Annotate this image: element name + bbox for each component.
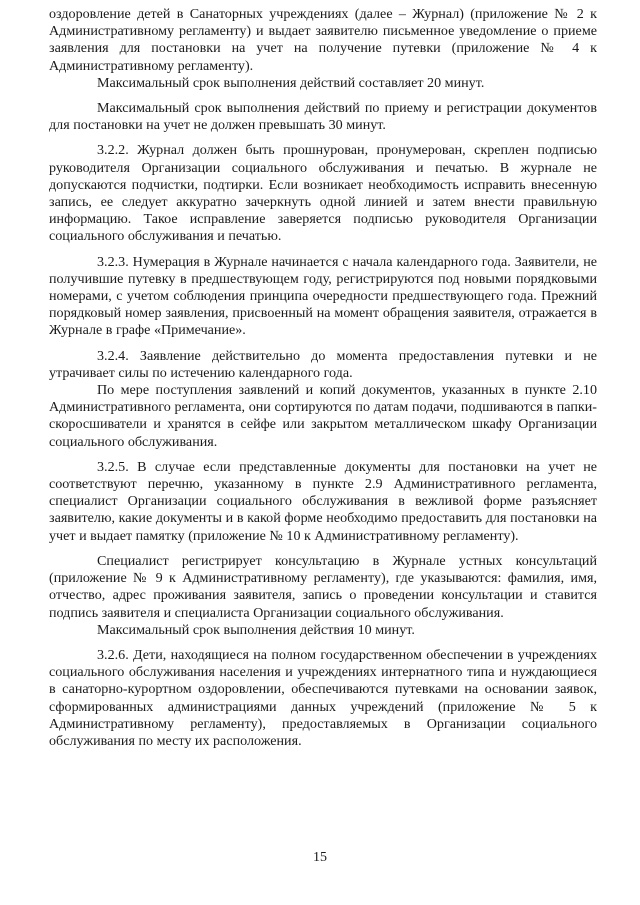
- paragraph-max-time-10: Максимальный срок выполнения действия 10 минут.: [97, 621, 415, 638]
- paragraph-3-2-3: 3.2.3. Нумерация в Журнале начинается с начала календарного года. Заявители, не получившие путевку в предшествующем году, регистрируются под новыми порядковыми номерами, с учетом соблюдения принципа очередности предшествующего года. Прежний порядковый номер заявления, присвоенный на момент обращения заявителя, отражается в Журнале в графе «Примечание».: [49, 253, 597, 339]
- document-page: [49, 6, 597, 750]
- paragraph-3-2-6: 3.2.6. Дети, находящиеся на полном государственном обеспечении в учреждениях социального обслуживания населения и учреждениях интернатного типа и нуждающиеся в санаторно-курортном оздоровлении, обеспечиваются путевками на основании заявок, сформированных администрациями данных учреждений (приложение № 5 к Административному регламенту), предоставляемых в Организации социального обслуживания по месту их расположения.: [49, 646, 597, 749]
- paragraph-3-2-4: 3.2.4. Заявление действительно до момента предоставления путевки и не утрачивает силы по истечению календарного года.: [49, 347, 597, 381]
- paragraph-documents-sorting: По мере поступления заявлений и копий документов, указанных в пункте 2.10 Административного регламента, они сортируются по датам подачи, подшиваются в папки-скоросшиватели и хранятся в сейфе или закрытом металлическом шкафу Организации социального обслуживания.: [49, 382, 597, 450]
- paragraph-max-time-20: Максимальный срок выполнения действий составляет 20 минут.: [97, 74, 485, 91]
- paragraph-consultation-journal: Специалист регистрирует консультацию в Журнале устных консультаций (приложение № 9 к Административному регламенту), где указываются: фамилия, имя, отчество, адрес проживания заявителя, запись о проведении консультации и ставится подпись заявителя и специалиста Организации социального обслуживания.: [49, 552, 597, 621]
- paragraph-max-time-30: Максимальный срок выполнения действий по приему и регистрации документов для постановки на учет не должен превышать 30 минут.: [49, 100, 597, 134]
- paragraph-3-2-2: 3.2.2. Журнал должен быть прошнурован, пронумерован, скреплен подписью руководителя Организации социального обслуживания и печатью. В журнале не допускаются подчистки, подтирки. Если возникает необходимость исправить внесенную запись, ее следует аккуратно зачеркнуть одной линией и затем внести правильную информацию. Такое исправление заверяется подписью руководителя Организации социального обслуживания и печатью.: [49, 142, 597, 245]
- paragraph-intro-continuation: оздоровление детей в Санаторных учреждениях (далее – Журнал) (приложение № 2 к Административному регламенту) и выдает заявителю письменное уведомление о приеме заявления для постановки на учет на получение путевки (приложение № 4 к Административному регламенту).: [49, 6, 597, 74]
- page-number: 15: [313, 850, 327, 865]
- paragraph-3-2-5: 3.2.5. В случае если представленные документы для постановки на учет не соответствуют перечню, указанному в пункте 2.9 Административного регламента, специалист Организации социального обслуживания в вежливой форме разъясняет заявителю, какие документы и в какой форме необходимо предоставить для постановки на учет и выдает памятку (приложение № 10 к Административному регламенту).: [49, 458, 597, 544]
